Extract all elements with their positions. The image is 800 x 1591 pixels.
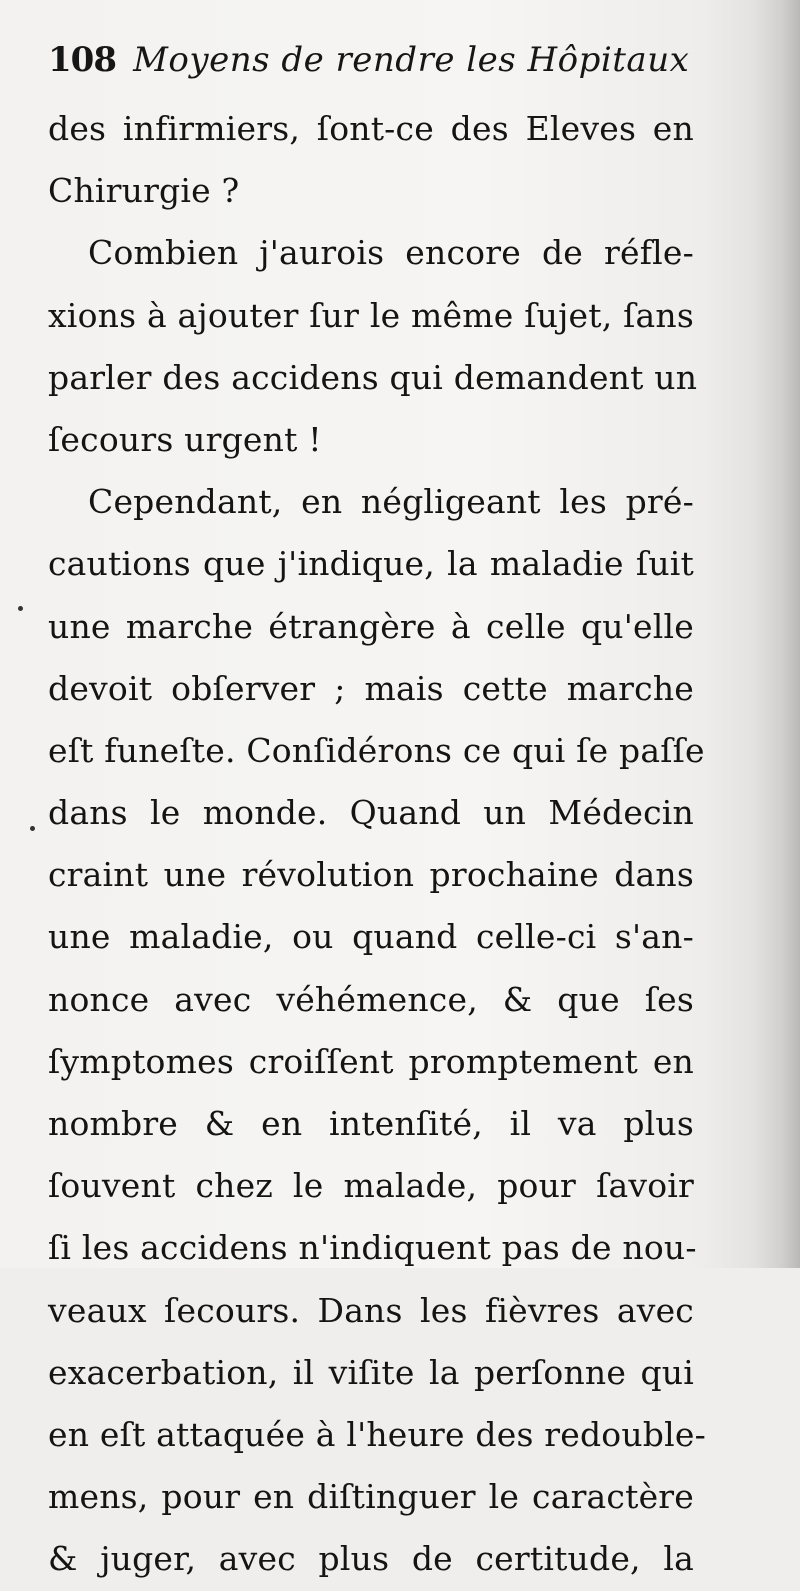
text-line: mens, pour en diſtinguer le caractère xyxy=(48,1477,694,1517)
text-line: en eſt attaquée à l'heure des redouble- xyxy=(48,1414,706,1454)
text-line: dans le monde. Quand un Médecin xyxy=(48,793,694,833)
running-head xyxy=(48,40,689,100)
text-line: ſecours urgent ! xyxy=(48,419,322,459)
running-title: Moyens de rendre les Hôpitaux xyxy=(133,40,690,80)
body-text xyxy=(48,98,706,1591)
text-line: Combien j'aurois encore de réfle- xyxy=(88,233,694,273)
text-line: Chirurgie ? xyxy=(48,171,240,211)
text-line: xions à ajouter ſur le même ſujet, ſans xyxy=(48,295,694,335)
text-line: & juger, avec plus de certitude, la xyxy=(48,1539,694,1579)
text-line: veaux ſecours. Dans les fièvres avec xyxy=(48,1290,694,1330)
text-line: craint une révolution prochaine dans xyxy=(48,855,694,895)
text-line: une marche étrangère à celle qu'elle xyxy=(48,606,694,646)
text-line: cautions que j'indique, la maladie ſuit xyxy=(48,544,694,584)
text-line: nonce avec véhémence, & que ſes xyxy=(48,979,694,1019)
text-line: exacerbation, il viſite la perſonne qui xyxy=(48,1352,694,1392)
text-line: devoit obſerver ; mais cette marche xyxy=(48,668,694,708)
ink-speck xyxy=(18,606,23,611)
text-line: Cependant, en négligeant les pré- xyxy=(88,482,694,522)
text-line: une maladie, ou quand celle-ci s'an- xyxy=(48,917,694,957)
text-line: des infirmiers, ſont-ce des Eleves en xyxy=(48,109,694,148)
text-line: ſouvent chez le malade, pour ſavoir xyxy=(48,1166,694,1206)
text-line: eſt funeſte. Conſidérons ce qui ſe paſſe xyxy=(48,730,705,770)
text-line: ſymptomes croiſſent promptement en xyxy=(48,1041,694,1081)
page-gutter-shadow xyxy=(754,0,800,1268)
ink-speck xyxy=(30,826,35,831)
text-line: ſi les accidens n'indiquent pas de nou- xyxy=(48,1228,697,1268)
text-line: parler des accidens qui demandent un xyxy=(48,357,698,397)
text-line: nombre & en intenſité, il va plus xyxy=(48,1104,694,1143)
page-number: 108 xyxy=(48,40,116,80)
